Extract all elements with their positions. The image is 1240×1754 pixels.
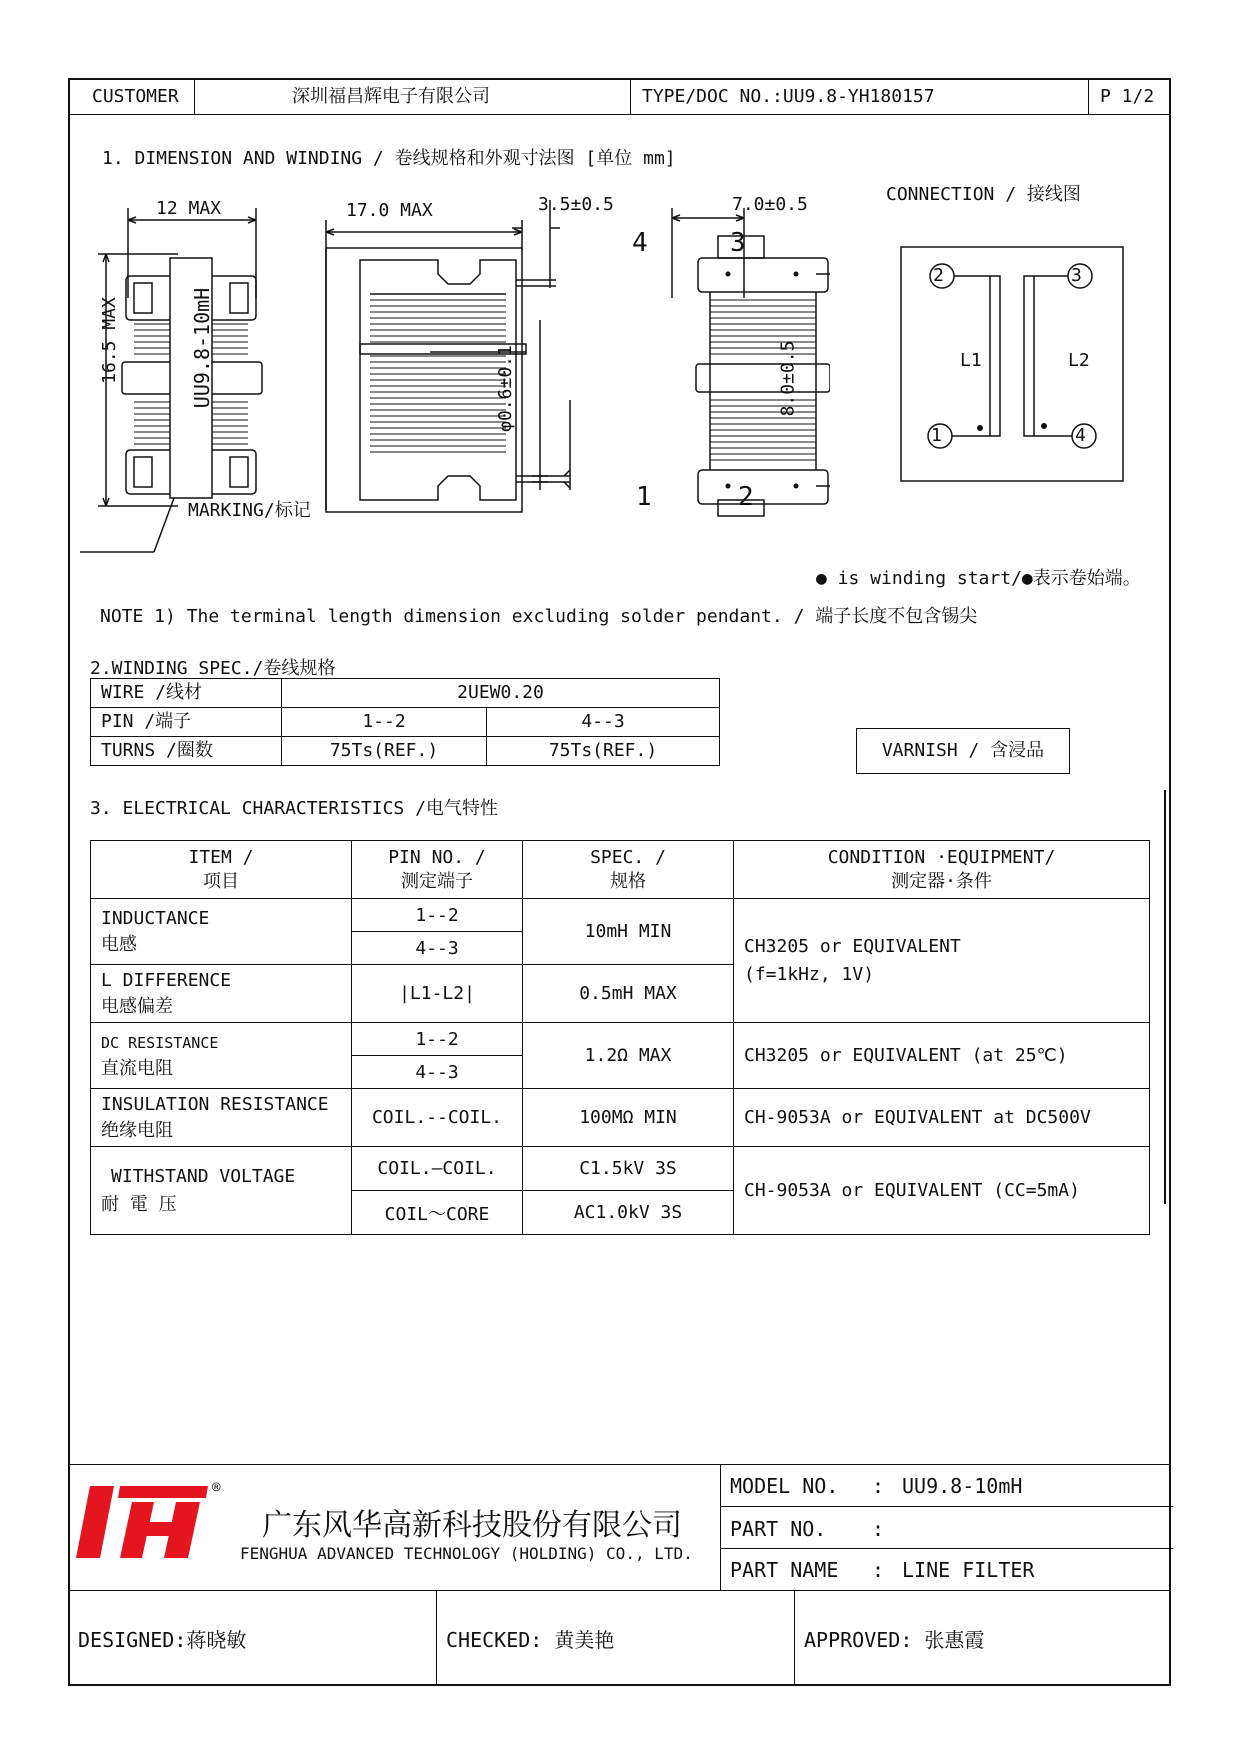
part-name-sep: : <box>872 1558 885 1582</box>
dim-width-max: 12 MAX <box>156 198 222 219</box>
turns-value-2: 75Ts(REF.) <box>487 737 720 766</box>
coil-label-l1: L1 <box>960 350 982 371</box>
dcr-pin-a: 1--2 <box>352 1023 523 1056</box>
turns-label: TURNS /圈数 <box>91 737 282 766</box>
ldiff-pin: |L1-L2| <box>352 965 523 1023</box>
conn-pin-3: 3 <box>1071 265 1082 286</box>
marking-label: MARKING/标记 <box>188 500 311 521</box>
conn-pin-4: 4 <box>1075 425 1086 446</box>
ir-pin: COIL.--COIL. <box>352 1089 523 1147</box>
pin-label-3: 3 <box>730 228 746 258</box>
ir-en: INSULATION RESISTANCE <box>101 1093 329 1115</box>
part-name-value: LINE FILTER <box>902 1558 1035 1582</box>
wv-cn: 耐 電 压 <box>101 1193 177 1215</box>
coil-label-l2: L2 <box>1068 350 1090 371</box>
wv-pin-a: COIL.—COIL. <box>352 1147 523 1191</box>
dim-pin-diameter: φ0.6±0.1 <box>494 345 516 432</box>
inductance-spec: 10mH MIN <box>523 899 734 965</box>
header-pin-cn: 测定端子 <box>401 870 473 892</box>
section3-title: 3. ELECTRICAL CHARACTERISTICS /电气特性 <box>90 798 498 819</box>
cond-l-line2: (f=1kHz, 1V) <box>744 963 875 985</box>
winding-start-note: ● is winding start/●表示卷始端。 <box>816 568 1141 589</box>
section2-title: 2.WINDING SPEC./卷线规格 <box>90 658 336 679</box>
pin-label-4: 4 <box>632 228 648 258</box>
pin-value-1: 1--2 <box>282 708 487 737</box>
header-row <box>70 80 1169 115</box>
wire-value: 2UEW0.20 <box>282 679 720 708</box>
approved-by: APPROVED: 张惠霞 <box>804 1628 985 1652</box>
footer-top-rule <box>70 1464 1169 1465</box>
company-name-cn: 广东风华高新科技股份有限公司 <box>262 1508 682 1543</box>
ir-cn: 绝缘电阻 <box>101 1119 173 1141</box>
dim-height-max: 16.5 MAX <box>98 297 120 384</box>
company-name-en: FENGHUA ADVANCED TECHNOLOGY (HOLDING) CO., LTD. <box>240 1544 693 1563</box>
designed-by: DESIGNED:蒋晓敏 <box>78 1628 247 1652</box>
model-no-value: UU9.8-10mH <box>902 1474 1023 1498</box>
electrical-table <box>90 840 1150 1235</box>
ldiff-en: L DIFFERENCE <box>101 969 232 991</box>
header-pin-en: PIN NO. / <box>388 846 486 868</box>
connection-title: CONNECTION / 接线图 <box>886 184 1081 205</box>
part-no-label: PART NO. <box>730 1517 827 1541</box>
model-no-sep: : <box>872 1474 885 1498</box>
model-no-label: MODEL NO. <box>730 1474 839 1498</box>
conn-pin-1: 1 <box>931 425 942 446</box>
checked-by: CHECKED: 黄美艳 <box>446 1628 615 1652</box>
customer-label: CUSTOMER <box>92 86 179 107</box>
turns-value-1: 75Ts(REF.) <box>282 737 487 766</box>
part-no-sep: : <box>872 1517 885 1541</box>
page-number: P 1/2 <box>1100 86 1155 107</box>
header-spec-cn: 规格 <box>610 870 646 892</box>
pin-label-2: 2 <box>738 482 754 512</box>
document-frame <box>68 78 1171 1686</box>
ldiff-spec: 0.5mH MAX <box>523 965 734 1023</box>
table-row <box>91 1147 1150 1191</box>
inductance-en: INDUCTANCE <box>101 907 210 929</box>
table-row <box>91 899 1150 932</box>
dcr-cn: 直流电阻 <box>101 1057 173 1079</box>
conn-pin-2: 2 <box>933 265 944 286</box>
margin-rule <box>1164 790 1166 1204</box>
table-row <box>91 1089 1150 1147</box>
wv-pin-b: COIL～CORE <box>352 1191 523 1235</box>
customer-value: 深圳福昌辉电子有限公司 <box>292 86 490 107</box>
cond-l-line1: CH3205 or EQUIVALENT <box>744 935 961 957</box>
inductance-pin-a: 1--2 <box>352 899 523 932</box>
dim-length-max: 17.0 MAX <box>346 200 433 221</box>
section1-title: 1. DIMENSION AND WINDING / 卷线规格和外观寸法图 [单位 mm] <box>102 148 676 169</box>
inductance-cn: 电感 <box>101 933 137 955</box>
dcr-cond: CH3205 or EQUIVALENT (at 25℃) <box>734 1023 1150 1089</box>
table-row <box>91 679 720 708</box>
fenghua-logo <box>76 1484 216 1560</box>
ldiff-cn: 电感偏差 <box>101 995 173 1017</box>
varnish-box: VARNISH / 含浸品 <box>856 728 1070 774</box>
header-spec-en: SPEC. / <box>590 846 666 868</box>
dim-pin-length: 3.5±0.5 <box>538 194 614 215</box>
header-cond-en: CONDITION ·EQUIPMENT/ <box>827 846 1056 868</box>
table-row <box>91 1023 1150 1056</box>
pin-label-1: 1 <box>636 482 652 512</box>
wv-cond: CH-9053A or EQUIVALENT (CC=5mA) <box>734 1147 1150 1235</box>
marking-text: UU9.8-10mH <box>190 287 215 409</box>
wv-en: WITHSTAND VOLTAGE <box>111 1165 296 1187</box>
wv-spec-a: C1.5kV 3S <box>523 1147 734 1191</box>
pin-label: PIN /端子 <box>91 708 282 737</box>
part-name-label: PART NAME <box>730 1558 839 1582</box>
dcr-en: DC RESISTANCE <box>101 1033 219 1052</box>
table-row <box>91 737 720 766</box>
wire-label: WIRE /线材 <box>91 679 282 708</box>
dcr-pin-b: 4--3 <box>352 1056 523 1089</box>
wv-spec-b: AC1.0kV 3S <box>523 1191 734 1235</box>
header-item-en: ITEM / <box>188 846 254 868</box>
type-doc-no: TYPE/DOC NO.:UU9.8-YH180157 <box>642 86 935 107</box>
table-row <box>91 708 720 737</box>
registered-mark: ® <box>212 1480 221 1496</box>
dim-pin-pitch-x: 7.0±0.5 <box>732 194 808 215</box>
pin-value-2: 4--3 <box>487 708 720 737</box>
inductance-pin-b: 4--3 <box>352 932 523 965</box>
ir-cond: CH-9053A or EQUIVALENT at DC500V <box>734 1089 1150 1147</box>
ir-spec: 100MΩ MIN <box>523 1089 734 1147</box>
dim-pin-pitch-y: 8.0±0.5 <box>777 340 799 417</box>
header-cond-cn: 测定器·条件 <box>891 870 992 892</box>
dcr-spec: 1.2Ω MAX <box>523 1023 734 1089</box>
terminal-note: NOTE 1) The terminal length dimension excluding solder pendant. / 端子长度不包含锡尖 <box>100 606 978 627</box>
header-item-cn: 项目 <box>203 870 239 892</box>
table-header-row <box>91 841 1150 899</box>
dimension-drawing <box>70 180 830 600</box>
winding-spec-table <box>90 678 720 766</box>
